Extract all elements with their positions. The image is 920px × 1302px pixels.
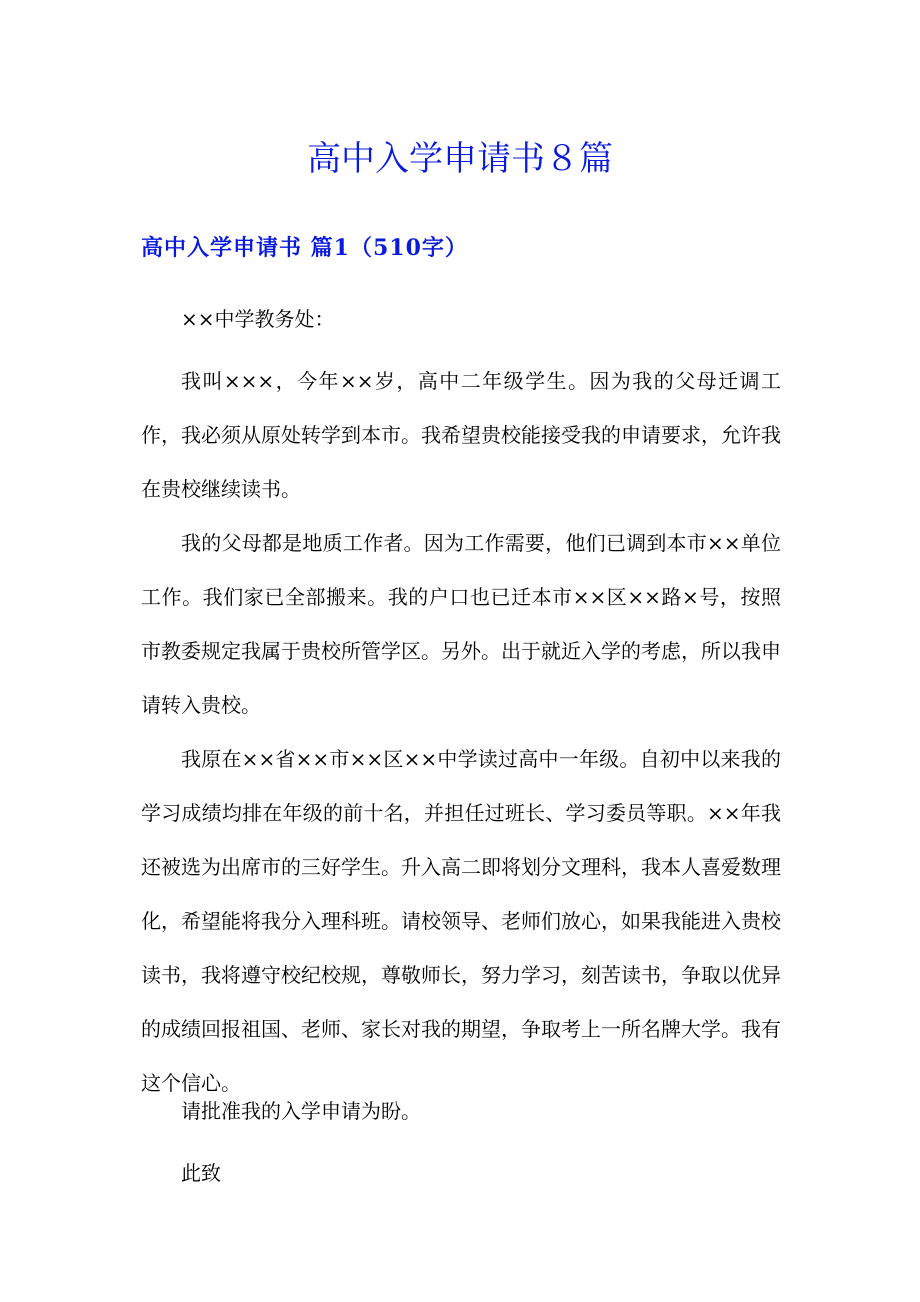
paragraph-request: 请批准我的入学申请为盼。 (181, 1099, 421, 1123)
paragraph-family: 我的父母都是地质工作者。因为工作需要，他们已调到本市××单位工作。我们家已全部搬来。我的户口也已迁本市××区××路×号，按照市教委规定我属于贵校所管学区。另外。出于就近入学的考虑，所以我申请转入贵校。 (141, 531, 781, 717)
paragraph-background: 我原在××省××市××区××中学读过高中一年级。自初中以来我的学习成绩均排在年级的前十名，并担任过班长、学习委员等职。××年我还被选为出席市的三好学生。升入高二即将划分文理科，我本人喜爱数理化，希望能将我分入理科班。请校领导、老师们放心，如果我能进入贵校读书，我将遵守校纪校规，尊敬师长，努力学习，刻苦读书，争取以优异的成绩回报祖国、老师、家长对我的期望，争取考上一所名牌大学。我有这个信心。 (141, 747, 781, 1095)
closing-phrase: 此致 (181, 1161, 221, 1185)
salutation: ××中学教务处： (181, 307, 335, 331)
section-heading: 高中入学申请书 篇1（510字） (141, 235, 468, 261)
paragraph-reason: 我叫×××，今年××岁，高中二年级学生。因为我的父母迁调工作，我必须从原处转学到本市。我希望贵校能接受我的申请要求，允许我在贵校继续读书。 (141, 369, 781, 501)
document-title: 高中入学申请书８篇 (307, 139, 613, 179)
